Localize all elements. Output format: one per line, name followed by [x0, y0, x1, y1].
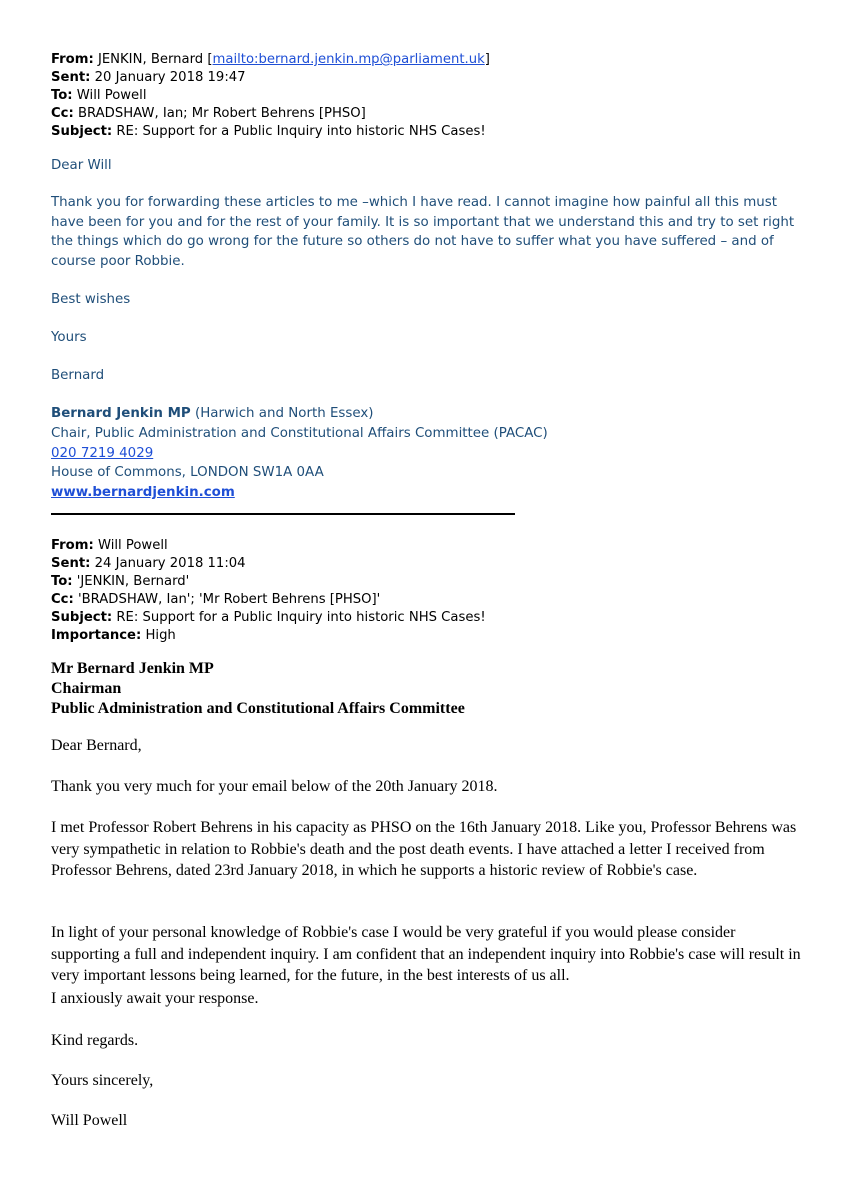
email1-cc-line [51, 105, 366, 123]
email1-subject-value: RE: Support for a Public Inquiry into historic NHS Cases! [116, 124, 486, 139]
signature-constituency: (Harwich and North Essex) [195, 406, 374, 421]
email1-closing-name: Bernard [51, 368, 105, 383]
email2-subject-value: RE: Support for a Public Inquiry into historic NHS Cases! [116, 610, 486, 625]
email2-cc-line [51, 591, 380, 609]
signature-phone-link[interactable]: 020 7219 4029 [51, 446, 154, 461]
email1-to-label: To: [51, 88, 73, 103]
email1-subject-line [51, 123, 486, 141]
email1-to-line [51, 87, 147, 105]
signature-name: Bernard Jenkin MP [51, 406, 191, 421]
email2-subject-label: Subject: [51, 610, 113, 625]
email2-sent-value: 24 January 2018 11:04 [94, 556, 246, 571]
email1-from-name: JENKIN, Bernard [97, 52, 204, 67]
signature-address: House of Commons, LONDON SW1A 0AA [51, 465, 324, 480]
email2-to-label: To: [51, 574, 73, 589]
email1-greeting: Dear Will [51, 158, 112, 173]
email1-from-open: [ [207, 52, 213, 67]
signature-web-line [51, 483, 235, 503]
email2-closing-kind-regards: Kind regards. [51, 1032, 139, 1049]
addressee-title: Chairman [51, 680, 122, 697]
email2-greeting: Dear Bernard, [51, 737, 142, 754]
email1-closing-best-wishes: Best wishes [51, 292, 131, 307]
email2-subject-line [51, 609, 486, 627]
email1-mailto-link[interactable]: mailto:bernard.jenkin.mp@parliament.uk [212, 52, 485, 67]
divider-rule [51, 513, 515, 515]
email2-para-4: I anxiously await your response. [51, 990, 259, 1007]
email2-to-value: 'JENKIN, Bernard' [76, 574, 190, 589]
email2-para-3: In light of your personal knowledge of Robbie's case I would be very grateful if you would please consider supporting a full and independent inquiry. I am confident that an independent inquiry into Robbie's case will result in very important lessons being learned, for the future, in the best interests of us all. [51, 924, 801, 984]
email2-sent-label: Sent: [51, 556, 91, 571]
email1-from-line [51, 51, 490, 69]
email2-from-value: Will Powell [97, 538, 168, 553]
email1-cc-label: Cc: [51, 106, 74, 121]
email1-body: Thank you for forwarding these articles to me –which I have read. I cannot imagine how painful all this must have been for you and for the rest of your family. It is so important that we understand this and try to set right the things which do go wrong for the future so others do not have to suffer what you have suffered – and of course poor Robbie. [51, 195, 795, 269]
signature-web-link[interactable]: www.bernardjenkin.com [51, 485, 235, 500]
email2-from-label: From: [51, 538, 94, 553]
email2-sent-line [51, 555, 246, 573]
addressee-committee: Public Administration and Constitutional Affairs Committee [51, 700, 465, 717]
email2-para-1: Thank you very much for your email below of the 20th January 2018. [51, 778, 498, 795]
email2-cc-value: 'BRADSHAW, Ian'; 'Mr Robert Behrens [PHSO]' [77, 592, 381, 607]
email1-sent-line [51, 69, 246, 87]
email2-to-line [51, 573, 189, 591]
email2-importance-label: Importance: [51, 628, 142, 643]
email1-subject-label: Subject: [51, 124, 113, 139]
email1-signature-name-line [51, 404, 374, 424]
email1-to-value: Will Powell [76, 88, 147, 103]
email1-cc-value: BRADSHAW, Ian; Mr Robert Behrens [PHSO] [77, 106, 366, 121]
email1-sent-value: 20 January 2018 19:47 [94, 70, 246, 85]
email2-importance-line [51, 627, 176, 645]
addressee-name: Mr Bernard Jenkin MP [51, 660, 214, 677]
email2-closing-yours-sincerely: Yours sincerely, [51, 1072, 154, 1089]
signature-phone-line [51, 444, 153, 464]
email2-from-line [51, 537, 168, 555]
email2-para-2: I met Professor Robert Behrens in his capacity as PHSO on the 16th January 2018. Like you, Professor Behrens was very sympathetic in relation to Robbie's death and the post death events. I have attached a letter I received from Professor Behrens, dated 23rd January 2018, in which he supports a historic review of Robbie's case. [51, 819, 797, 879]
email1-sent-label: Sent: [51, 70, 91, 85]
email1-closing-yours: Yours [51, 330, 87, 345]
email2-signature: Will Powell [51, 1112, 128, 1129]
email1-from-label: From: [51, 52, 94, 67]
email2-cc-label: Cc: [51, 592, 74, 607]
email2-importance-value: High [145, 628, 176, 643]
signature-role: Chair, Public Administration and Constitutional Affairs Committee (PACAC) [51, 426, 548, 441]
email1-from-close: ] [484, 52, 490, 67]
